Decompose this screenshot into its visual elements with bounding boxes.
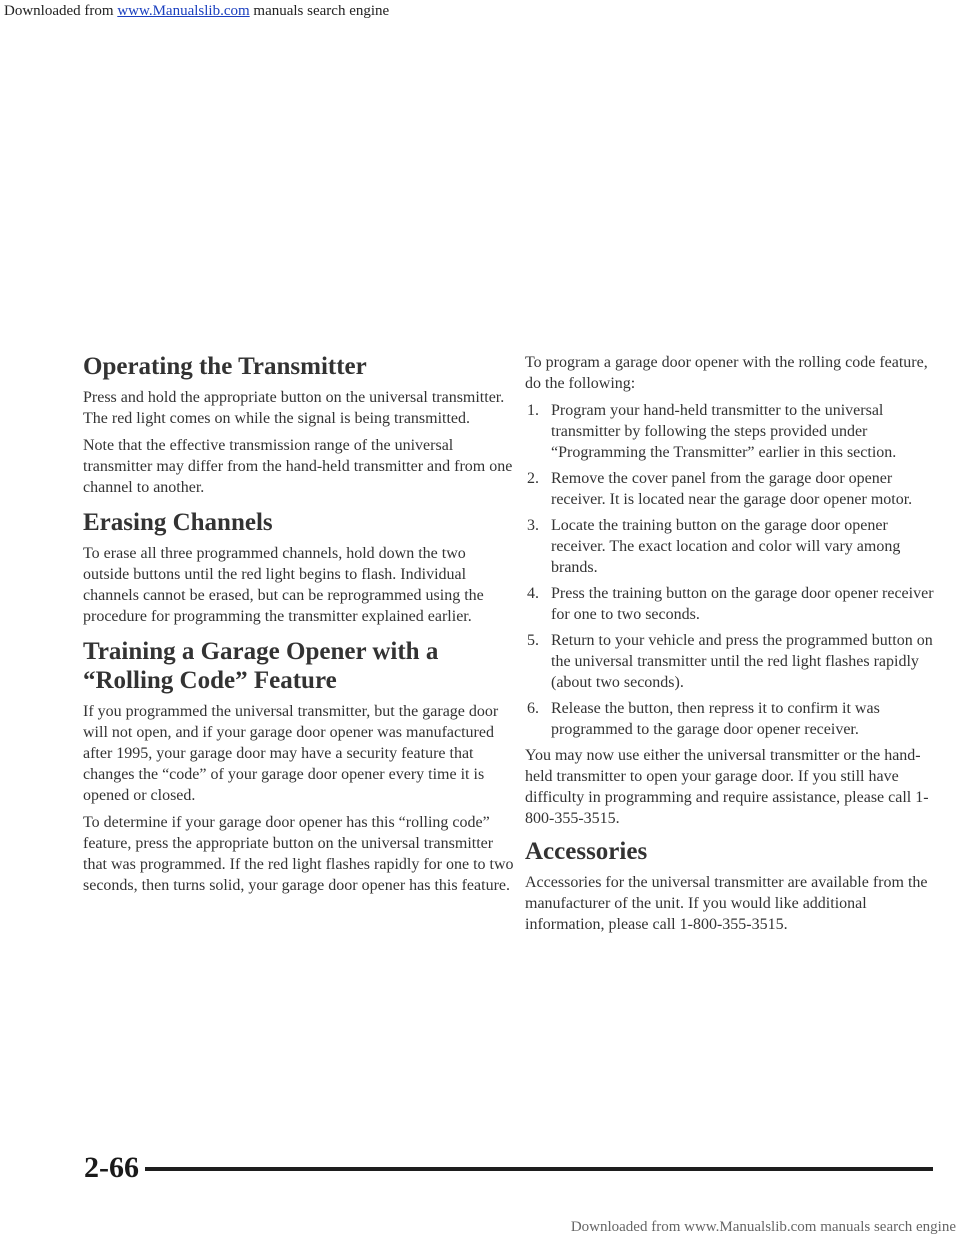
list-item [525, 400, 945, 463]
step-number: 1. [527, 402, 539, 419]
list-item [525, 698, 945, 740]
paragraph: You may now use either the universal transmitter or the hand-held transmitter to open your garage door. If you still have difficulty in programming and require assistance, please call 1-800-355-3515. [525, 747, 929, 827]
steps-intro: To program a garage door opener with the rolling code feature, do the following: [525, 354, 928, 392]
step-number: 5. [527, 632, 539, 649]
heading-accessories: Accessories [525, 838, 648, 865]
step-number: 4. [527, 585, 539, 602]
step-number: 6. [527, 700, 539, 717]
step-text: Locate the training button on the garage door opener receiver. The exact location and color will vary among brands. [551, 517, 901, 576]
paragraph: Note that the effective transmission range of the universal transmitter may differ from the hand-held transmitter and from one channel to another. [83, 437, 513, 496]
left-column [83, 352, 515, 902]
banner-suffix: manuals search engine [249, 3, 390, 19]
paragraph: Press and hold the appropriate button on the universal transmitter. The red light comes on while the signal is being transmitted. [83, 389, 505, 427]
list-item [525, 583, 945, 625]
programming-steps [525, 400, 945, 740]
list-item [525, 468, 945, 510]
download-banner [0, 0, 960, 22]
paragraph: To erase all three programmed channels, hold down the two outside buttons until the red light begins to flash. Individual channels cannot be erased, but can be reprogrammed using the procedure for programming the transmitter explained earlier. [83, 545, 484, 625]
paragraph: If you programmed the universal transmitter, but the garage door will not open, and if your garage door opener was manufactured after 1995, your garage door may have a security feature that changes the “code” of your garage door opener every time it is opened or closed. [83, 703, 499, 804]
list-item [525, 515, 945, 578]
manualslib-link[interactable]: www.Manualslib.com [117, 3, 250, 19]
heading-operating-transmitter: Operating the Transmitter [83, 353, 367, 380]
step-number: 3. [527, 517, 539, 534]
step-text: Program your hand-held transmitter to the universal transmitter by following the steps provided under “Programming the Transmitter” earlier in this section. [551, 402, 897, 461]
step-text: Return to your vehicle and press the programmed button on the universal transmitter until the red light flashes rapidly (about two seconds). [551, 632, 933, 691]
heading-rolling-code: Training a Garage Opener with a “Rolling Code” Feature [83, 638, 439, 694]
step-text: Press the training button on the garage door opener receiver for one to two seconds. [551, 585, 934, 623]
list-item [525, 630, 945, 693]
step-number: 2. [527, 470, 539, 487]
banner-prefix: Downloaded from [4, 3, 118, 19]
footer-rule [145, 1167, 933, 1171]
bottom-banner: Downloaded from www.Manualslib.com manuals search engine [570, 1219, 956, 1235]
right-column [525, 352, 945, 941]
step-text: Release the button, then repress it to confirm it was programmed to the garage door opener receiver. [551, 700, 880, 738]
paragraph: Accessories for the universal transmitter are available from the manufacturer of the unit. If you would like additional information, please call 1-800-355-3515. [525, 874, 928, 933]
heading-erasing-channels: Erasing Channels [83, 509, 273, 536]
step-text: Remove the cover panel from the garage door opener receiver. It is located near the garage door opener motor. [551, 470, 913, 508]
paragraph: To determine if your garage door opener has this “rolling code” feature, press the appropriate button on the universal transmitter that was programmed. If the red light flashes rapidly for one to two seconds, then turns solid, your garage door opener has this feature. [83, 814, 514, 894]
page-number: 2-66 [84, 1151, 139, 1184]
